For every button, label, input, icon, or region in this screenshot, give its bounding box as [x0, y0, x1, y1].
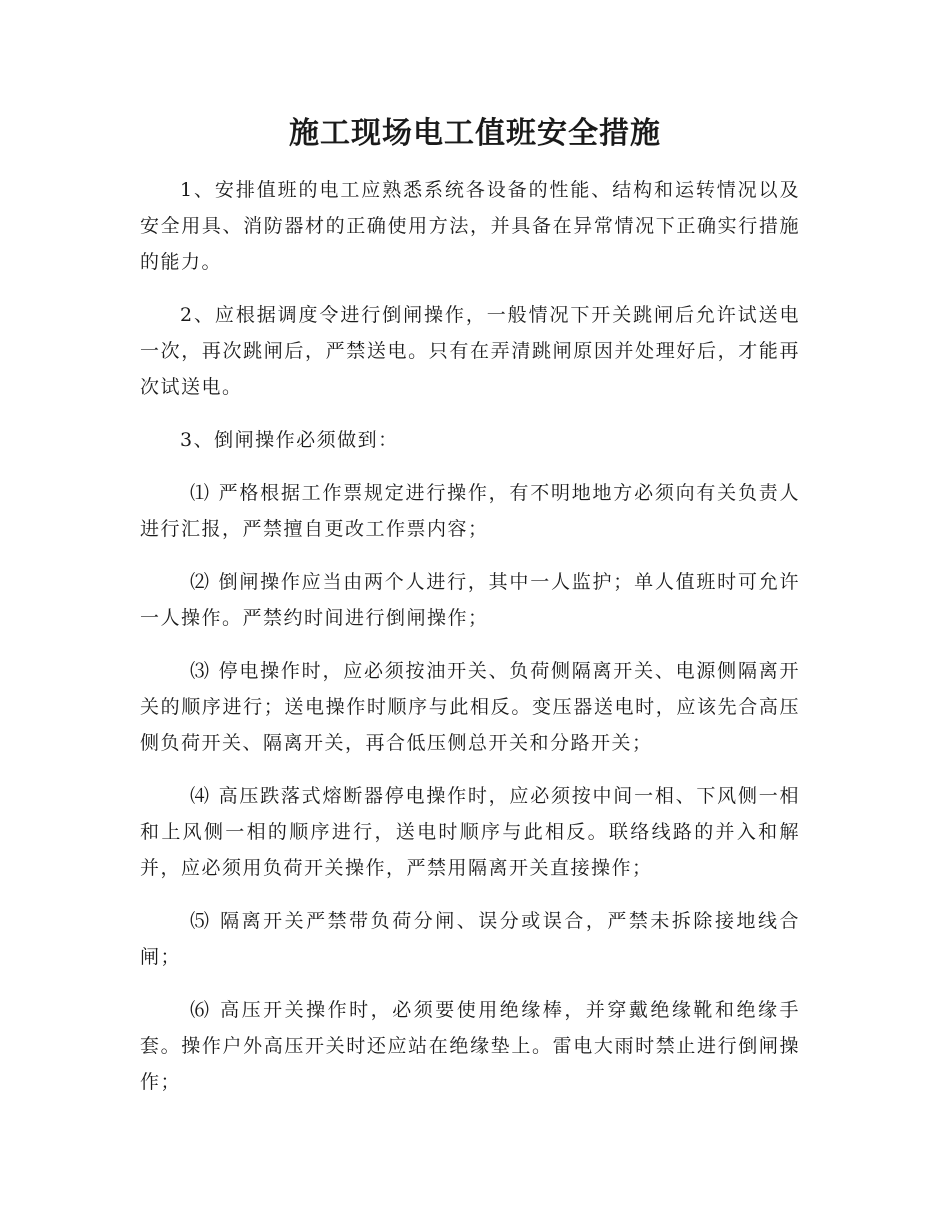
list-item-4: ⑷ 高压跌落式熔断器停电操作时，应必须按中间一相、下风侧一相和上风侧一相的顺序进行，送电时顺序与此相反。联络线路的并入和解并，应必须用负荷开关操作，严禁用隔离开关直接操作；: [140, 785, 800, 879]
paragraph-3: 3、倒闸操作必须做到：: [180, 429, 399, 451]
list-item-2: ⑵ 倒闸操作应当由两个人进行，其中一人监护；单人值班时可允许一人操作。严禁约时间进行倒闸操作；: [140, 571, 800, 629]
list-item-6: ⑹ 高压开关操作时，必须要使用绝缘棒，并穿戴绝缘靴和绝缘手套。操作户外高压开关时还应站在绝缘垫上。雷电大雨时禁止进行倒闸操作；: [140, 999, 800, 1093]
list-item-3: ⑶ 停电操作时，应必须按油开关、负荷侧隔离开关、电源侧隔离开关的顺序进行；送电操作时顺序与此相反。变压器送电时，应该先合高压侧负荷开关、隔离开关，再合低压侧总开关和分路开关；: [140, 660, 800, 754]
list-item-5: ⑸ 隔离开关严禁带负荷分闸、误分或误合，严禁未拆除接地线合闸；: [140, 910, 800, 968]
list-item-1: ⑴ 严格根据工作票规定进行操作，有不明地地方必须向有关负责人进行汇报，严禁擅自更改工作票内容；: [140, 482, 800, 540]
paragraph-2: 2、应根据调度令进行倒闸操作，一般情况下开关跳闸后允许试送电一次，再次跳闸后，严禁送电。只有在弄清跳闸原因并处理好后，才能再次试送电。: [140, 304, 800, 398]
paragraph-1: 1、安排值班的电工应熟悉系统各设备的性能、结构和运转情况以及安全用具、消防器材的正确使用方法，并具备在异常情况下正确实行措施的能力。: [140, 179, 800, 273]
page-title: 施工现场电工值班安全措施: [289, 116, 661, 151]
